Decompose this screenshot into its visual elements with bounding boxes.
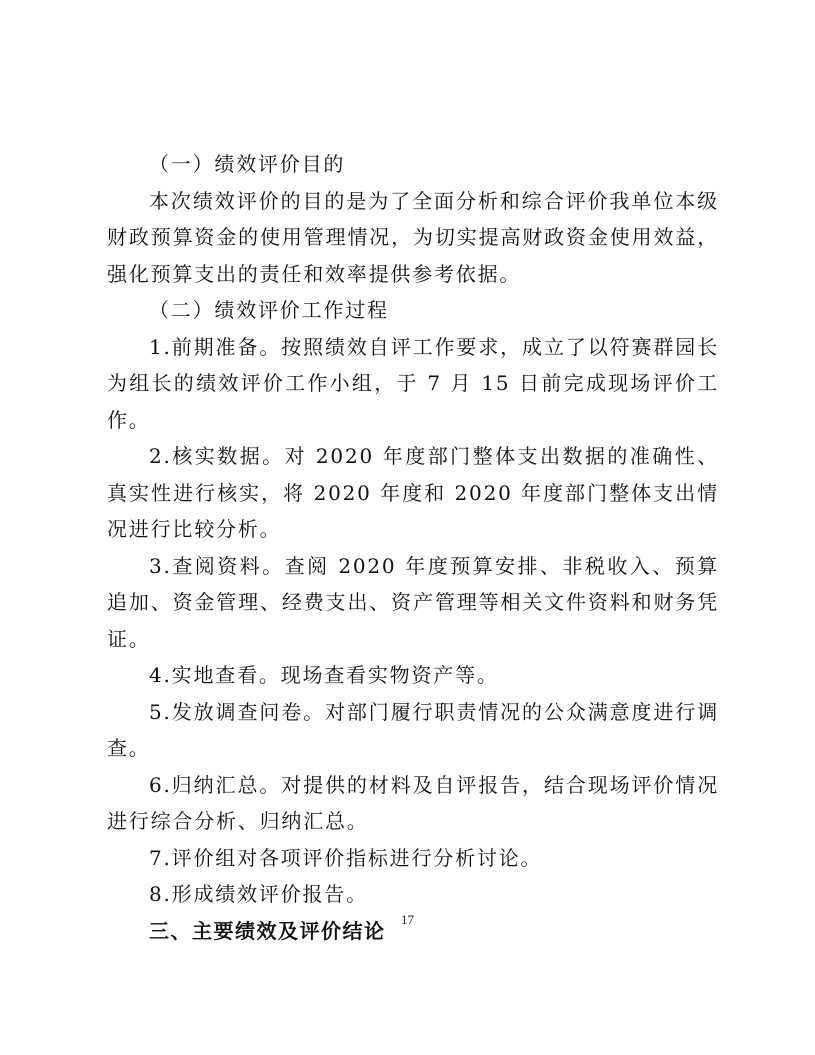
paragraph-step-7: 7.评价组对各项评价指标进行分析讨论。 <box>149 845 543 870</box>
paragraph-step-5: 5.发放调查问卷。对部门履行职责情况的公众满意度进行调查。 <box>107 699 719 760</box>
chapter-heading-results: 三、主要绩效及评价结论 <box>149 918 386 943</box>
section-heading-process: （二）绩效评价工作过程 <box>149 298 389 322</box>
paragraph-step-2: 2.核实数据。对 2020 年度部门整体支出数据的准确性、真实性进行核实，将 2020 年度和 2020 年度部门整体支出情况进行比较分析。 <box>107 444 719 541</box>
paragraph-step-3: 3.查阅资料。查阅 2020 年度预算安排、非税收入、预算追加、资金管理、经费支出、资产管理等相关文件资料和财务凭证。 <box>107 553 719 651</box>
paragraph-step-8: 8.形成绩效评价报告。 <box>149 882 368 906</box>
paragraph-step-4: 4.实地查看。现场查看实物资产等。 <box>149 663 499 687</box>
paragraph-purpose: 本次绩效评价的目的是为了全面分析和综合评价我单位本级财政预算资金的使用管理情况，为切实提高财政资金使用效益，强化预算支出的责任和效率提供参考依据。 <box>107 188 719 286</box>
paragraph-step-1: 1.前期准备。按照绩效自评工作要求，成立了以符赛群园长为组长的绩效评价工作小组，于 7 月 15 日前完成现场评价工作。 <box>107 334 719 432</box>
document-body <box>107 146 719 949</box>
section-heading-purpose: （一）绩效评价目的 <box>149 152 346 176</box>
page-number: 17 <box>401 912 414 927</box>
paragraph-step-6: 6.归纳汇总。对提供的材料及自评报告，结合现场评价情况进行综合分析、归纳汇总。 <box>107 772 719 833</box>
